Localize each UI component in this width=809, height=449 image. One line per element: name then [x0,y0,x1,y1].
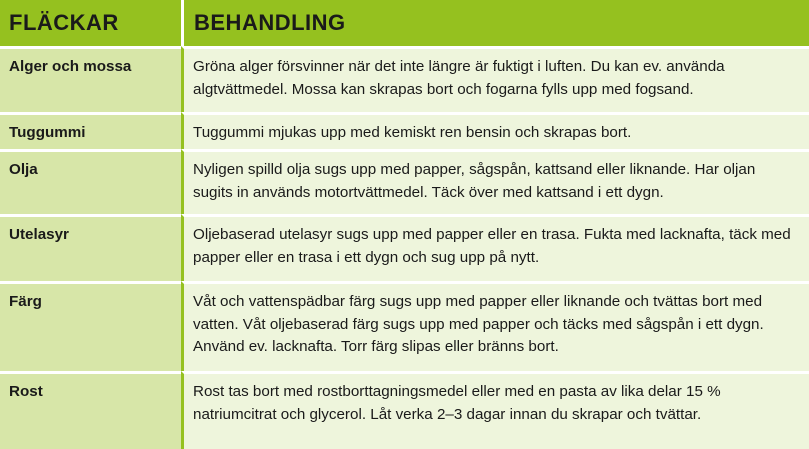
treatment-text: Nyligen spilld olja sugs upp med papper, sågspån, kattsand eller liknande. Har oljan sugits in används motortvättmedel. Täck över med kattsand i ett dygn. [181,149,809,214]
stain-label: Utelasyr [0,214,181,281]
stain-label: Färg [0,281,181,371]
treatment-text: Oljebaserad utelasyr sugs upp med papper eller en trasa. Fukta med lacknafta, täck med papper eller en trasa i ett dygn och sug upp på nytt. [181,214,809,281]
treatment-text: Rost tas bort med rostborttagningsmedel eller med en pasta av lika delar 15 % natriumcitrat och glycerol. Låt verka 2–3 dagar innan du skrapar och tvättar. [181,371,809,449]
header-stains: FLÄCKAR [0,0,181,46]
treatment-text: Våt och vattenspädbar färg sugs upp med papper eller liknande och tvättas bort med vatten. Våt oljebaserad färg sugs upp med papper och täcks med sågspån i ett dygn. Använd ev. lacknafta. Torr färg slipas eller bränns bort. [181,281,809,371]
treatment-text: Tuggummi mjukas upp med kemiskt ren bensin och skrapas bort. [181,112,809,149]
header-treatment: BEHANDLING [181,0,809,46]
stain-label: Alger och mossa [0,46,181,112]
stain-label: Tuggummi [0,112,181,149]
treatment-text: Gröna alger försvinner när det inte längre är fuktigt i luften. Du kan ev. använda algtvättmedel. Mossa kan skrapas bort och fogarna fylls upp med fogsand. [181,46,809,112]
stain-label: Rost [0,371,181,449]
stain-label: Olja [0,149,181,214]
